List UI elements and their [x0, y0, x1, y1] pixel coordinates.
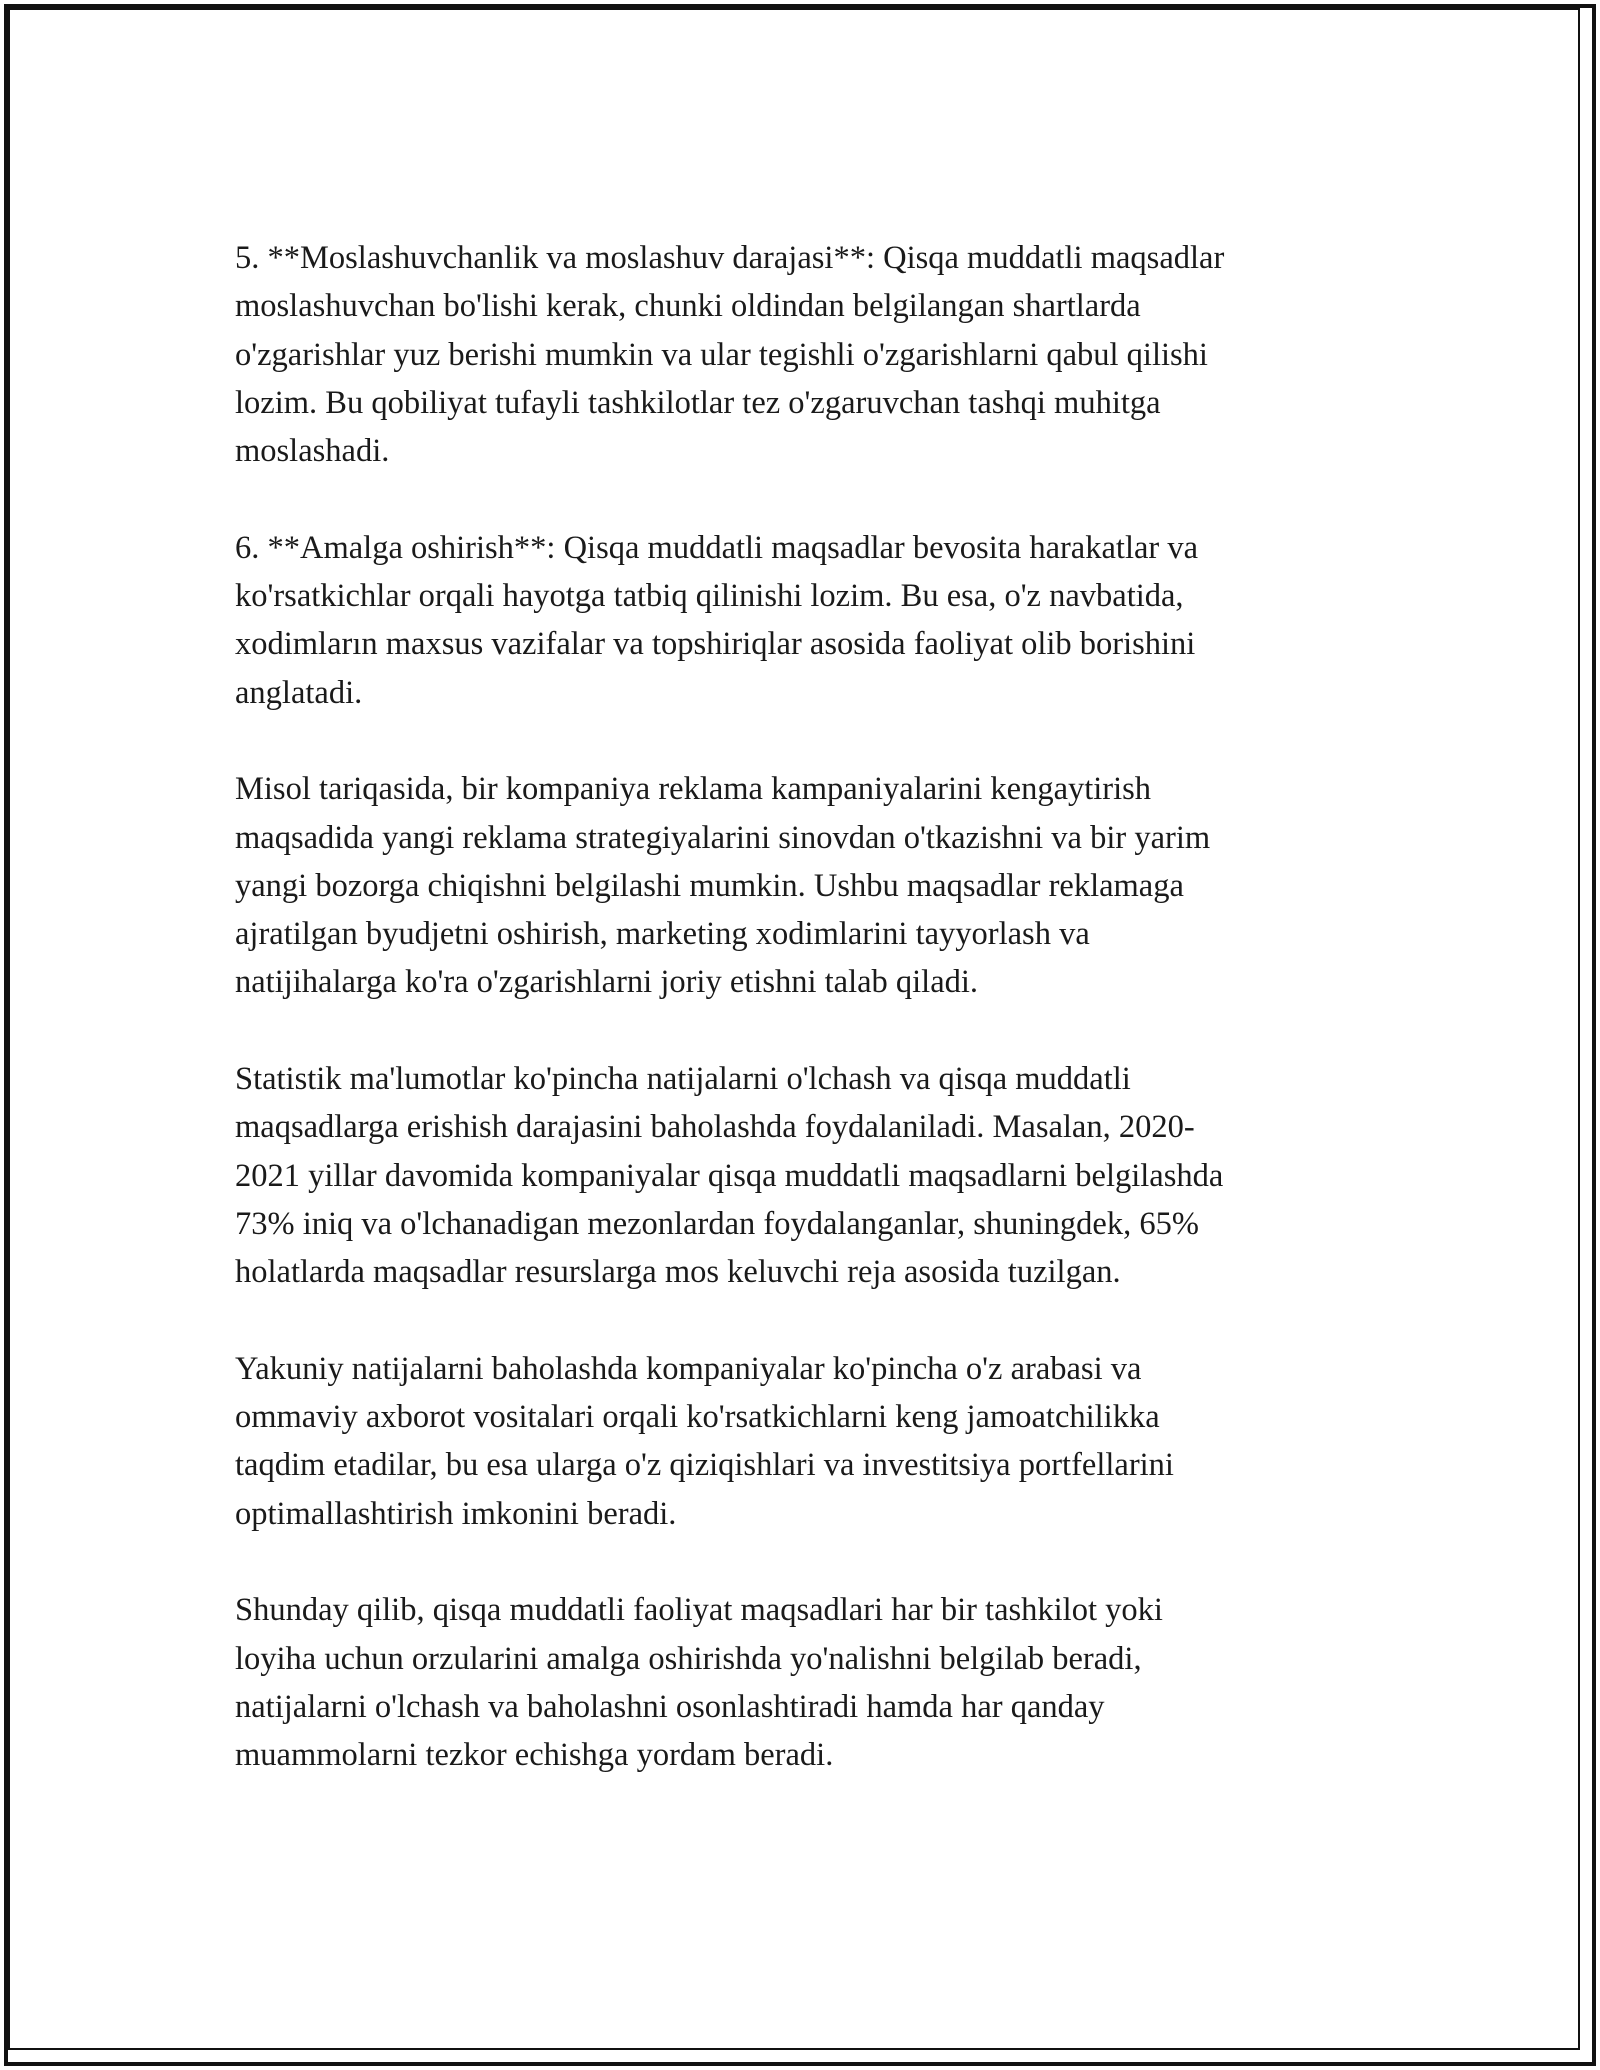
text-line: o'zgarishlar yuz berishi mumkin va ular tegishli o'zgarishlarni qabul qilishi: [235, 336, 1208, 373]
text-line: moslashuvchan bo'lishi kerak, chunki oldindan belgilangan shartlarda: [235, 288, 1141, 325]
text-line: xodimların maxsus vazifalar va topshiriqlar asosida faoliyat olib borishini: [235, 626, 1196, 663]
paragraph-example: [235, 765, 1355, 1006]
paragraph-final-results: [235, 1345, 1355, 1538]
text-line: 2021 yillar davomida kompaniyalar qisqa muddatli maqsadlarni belgilashda: [235, 1157, 1224, 1194]
text-line: loyiha uchun orzularini amalga oshirishda yo'nalishni belgilab beradi,: [235, 1640, 1142, 1677]
text-line: ko'rsatkichlar orqali hayotga tatbiq qilinishi lozim. Bu esa, o'z navbatida,: [235, 578, 1184, 615]
text-line: natijalarni o'lchash va baholashni osonlashtiradi hamda har qanday: [235, 1688, 1105, 1725]
text-line: moslashadi.: [235, 433, 390, 470]
text-line: natijihalarga ko'ra o'zgarishlarni joriy etishni talab qiladi.: [235, 964, 979, 1001]
text-line: optimallashtirish imkonini beradi.: [235, 1495, 677, 1532]
text-line: Shunday qilib, qisqa muddatli faoliyat maqsadlari har bir tashkilot yoki: [235, 1592, 1163, 1629]
text-line: Statistik ma'lumotlar ko'pincha natijalarni o'lchash va qisqa muddatli: [235, 1061, 1131, 1098]
text-line: maqsadlarga erishish darajasini baholashda foydalaniladi. Masalan, 2020-: [235, 1109, 1195, 1146]
text-line: anglatadi.: [235, 674, 363, 711]
text-line: taqdim etadilar, bu esa ularga o'z qiziqishlari va investitsiya portfellarini: [235, 1447, 1174, 1484]
text-line: Misol tariqasida, bir kompaniya reklama kampaniyalarini kengaytirish: [235, 771, 1152, 808]
text-line: ajratilgan byudjetni oshirish, marketing xodimlarini tayyorlash va: [235, 916, 1090, 953]
text-line: 73% iniq va o'lchanadigan mezonlardan foydalanganlar, shuningdek, 65%: [235, 1205, 1199, 1242]
text-line: lozim. Bu qobiliyat tufayli tashkilotlar tez o'zgaruvchan tashqi muhitga: [235, 384, 1161, 421]
text-line: 5. **Moslashuvchanlik va moslashuv darajasi**: Qisqa muddatli maqsadlar: [235, 240, 1225, 276]
document-body: [235, 234, 1355, 1828]
text-line: Yakuniy natijalarni baholashda kompaniyalar ko'pincha o'z arabasi va: [235, 1350, 1142, 1387]
paragraph-flexibility: [235, 234, 1355, 475]
text-line: holatlarda maqsadlar resurslarga mos keluvchi reja asosida tuzilgan.: [235, 1254, 1121, 1291]
paragraph-statistics: [235, 1055, 1355, 1296]
paragraph-implementation: [235, 524, 1355, 717]
text-line: muammolarni tezkor echishga yordam beradi.: [235, 1737, 834, 1774]
text-line: ommaviy axborot vositalari orqali ko'rsatkichlarni keng jamoatchilikka: [235, 1399, 1160, 1436]
text-line: 6. **Amalga oshirish**: Qisqa muddatli maqsadlar bevosita harakatlar va: [235, 529, 1199, 566]
paragraph-conclusion: [235, 1586, 1355, 1779]
text-line: yangi bozorga chiqishni belgilashi mumkin. Ushbu maqsadlar reklamaga: [235, 867, 1184, 904]
text-line: maqsadida yangi reklama strategiyalarini sinovdan o'tkazishni va bir yarim: [235, 819, 1211, 856]
